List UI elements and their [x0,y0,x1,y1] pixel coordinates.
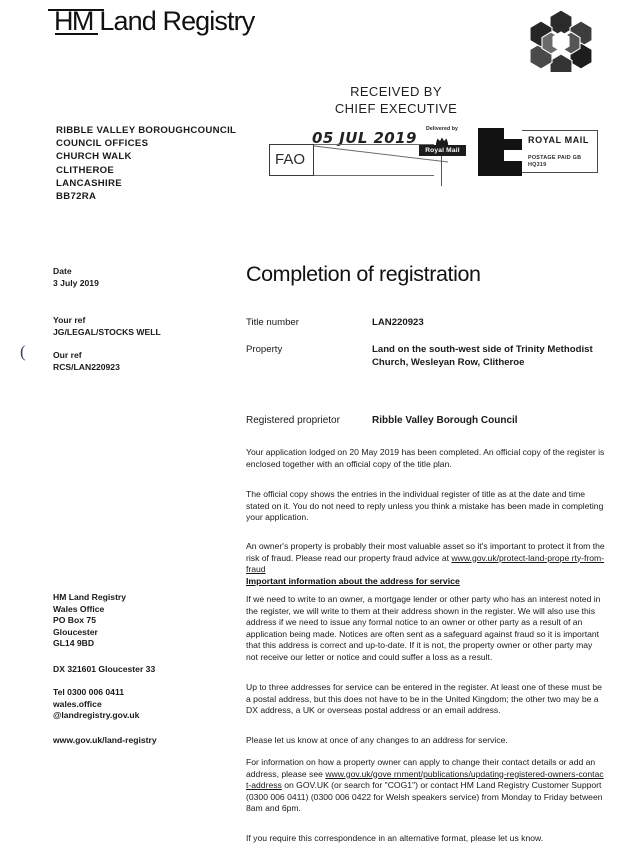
royal-mail-tag: Royal Mail [419,145,466,156]
postage-paid-details [528,155,581,168]
logo-wordmark [54,6,254,37]
for-information-tail: on GOV.UK (or search for "COG1") or contact HM Land Registry Customer Support (0300 006 0411) (0300 006 0422 for Welsh speakers service) from Monday to Friday between 8am and 6pm. [246,780,603,814]
property-value: Land on the south-west side of Trinity Methodist Church, Wesleyan Row, Clitheroe [372,344,593,368]
updating-contact-address-link[interactable]: www.gov.uk/gove rnment/publications/updating-registered-owners-contact-address [246,768,604,791]
recipient-line: CHURCH WALK [56,151,132,163]
heading-address-for-service: Important information about the address for service [246,576,460,586]
date-received-stamp: 05 JUL 2019 [312,129,417,147]
registered-proprietor-label: Registered proprietor [246,415,340,426]
page-title: Completion of registration [246,262,481,286]
office-address-line: GL14 9BD [53,638,95,649]
hexagon-crest-icon [524,8,598,72]
logo-hm-text: HM [54,6,93,36]
date-reference [53,266,99,289]
hm-land-registry-logo [48,4,278,40]
royal-mail-mark-notch-top [504,128,522,139]
royal-mail-stem-line [441,156,442,186]
postage-paid-line2: HQ319 [528,161,547,168]
your-ref-label: Your ref [53,315,86,325]
our-reference [53,350,120,373]
paragraph-official-copy: The official copy shows the entries in the individual register of title as at the date and time stated on it. You do not need to reply unless you think a mistake has been made in completing your application. [246,489,604,523]
dx-address: DX 321601 Gloucester 33 [53,664,156,674]
royal-mail-mark-notch-bottom [504,150,522,161]
received-by-stamp [296,84,496,117]
title-number-label: Title number [246,317,299,328]
title-number-value: LAN220923 [372,317,424,328]
office-address-line: Wales Office [53,603,105,614]
for-information-lead: For information on how a property owner can apply to change their contact details or add an address, please see [246,757,596,779]
date-value: 3 July 2019 [53,277,99,288]
recipient-line: RIBBLE VALLEY BOROUGHCOUNCIL [56,125,237,136]
paragraph-fraud-text: An owner's property is probably their most valuable asset so it's important to protect it from the risk of fraud. Please read our property fraud advice at [246,541,605,563]
date-label: Date [53,266,72,276]
paragraph-fraud-advice [246,541,606,576]
property-label: Property [246,344,283,355]
paragraph-let-us-know: Please let us know at once of any changes to an address for service. [246,735,508,745]
paragraph-for-information [246,757,606,815]
email-line-2: @landregistry.gov.uk [53,710,140,721]
office-address [53,592,126,650]
office-address-line: Gloucester [53,626,98,637]
postage-paid-line1: POSTAGE PAID GB [528,155,582,161]
website-url[interactable]: www.gov.uk/land-registry [53,735,157,745]
royal-mail-crown-icon [431,134,453,145]
paragraph-alternative-format: If you require this correspondence in an alternative format, please let us know. [246,833,544,843]
handwritten-pen-mark: ( [20,342,26,361]
received-by-line2: CHIEF EXECUTIVE [334,100,458,116]
recipient-line: BB72RA [56,191,97,203]
fao-label: FAO [275,151,306,168]
delivered-by-label: Delivered by [425,126,459,132]
registered-proprietor-value: Ribble Valley Borough Council [372,415,518,426]
recipient-address [56,124,236,203]
paragraph-application: Your application lodged on 20 May 2019 has been completed. An official copy of the register is enclosed together with an official copy of the title plan. [246,447,605,469]
office-address-line: HM Land Registry [53,592,127,602]
our-ref-value: RCS/LAN220923 [53,361,120,372]
fao-box [269,144,314,176]
our-ref-label: Our ref [53,350,82,360]
recipient-line: LANCASHIRE [56,177,122,189]
paragraph-three-addresses: Up to three addresses for service can be entered in the register. At least one of these must be a postal address, but this does not have to be in the United Kingdom; the other two may be a DX address, a UK or overseas postal address or an email address. [246,682,602,716]
received-by-line1: RECEIVED BY [350,84,442,99]
recipient-line: CLITHEROE [56,164,115,176]
telephone-number: Tel 0300 006 0411 [53,687,125,697]
email-line-1: wales.office [53,698,102,709]
logo-landregistry-text: Land Registry [99,6,255,36]
office-address-line: PO Box 75 [53,615,96,626]
fraud-advice-link[interactable]: www.gov.uk/protect-land-prope rty-from-fraud [246,552,605,575]
your-reference [53,315,161,338]
telephone-and-email [53,687,139,722]
your-ref-value: JG/LEGAL/STOCKS WELL [53,326,161,337]
paragraph-write-to-owner: If we need to write to an owner, a mortgage lender or other party who has an interest noted in the register, we will write to them at their address shown in the register. We will also use this address if we need to issue any formal notice to an owner or other party as a result of an application being made. Notices are often sent as a safeguard against fraud so it is important that this address is correct and up-to-date. If it is not, the property owner or other party may not receive our letter or notice and could suffer a loss as a result. [246,594,601,662]
royal-mail-title: ROYAL MAIL [528,135,590,145]
recipient-line: COUNCIL OFFICES [56,138,149,150]
